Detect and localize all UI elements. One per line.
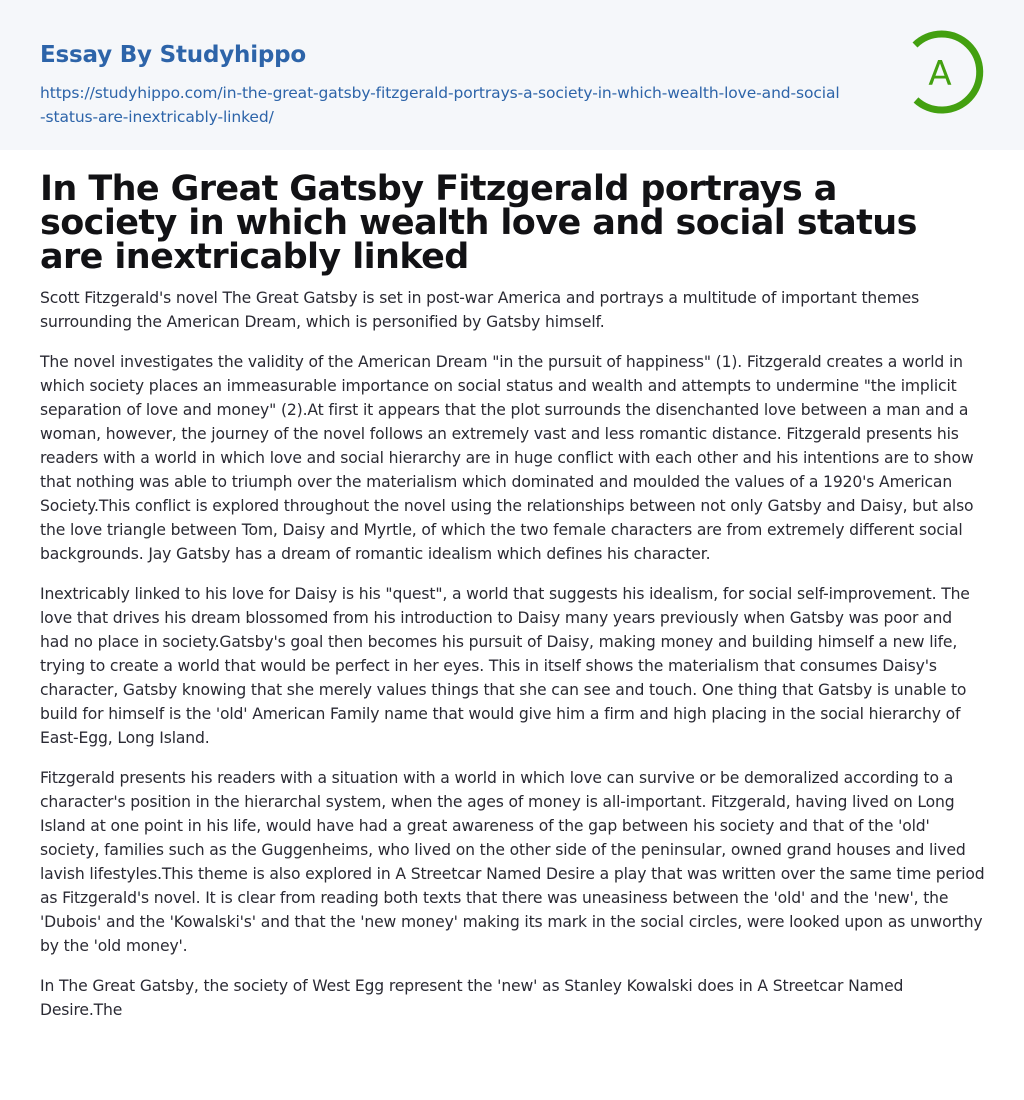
essay-paragraph: Fitzgerald presents his readers with a situation with a world in which love can survive or be demoralized according to a character's position in the hierarchal system, when the ages of money is all-important. Fitzgerald, having lived on Long Island at one point in his life, would have had a great awareness of the gap between his society and that of the 'old' society, families such as the Guggenheims, who lived on the other side of the peninsular, owned grand houses and lived lavish lifestyles.This theme is also explored in A Streetcar Named Desire a play that was written over the same time period as Fitzgerald's novel. It is clear from reading both texts that there was uneasiness between the 'old' and the 'new', the 'Dubois' and the 'Kowalski's' and that the 'new money' making its mark in the social circles, were looked upon as unworthy by the 'old money'. bbox=[40, 769, 985, 955]
studyhippo-logo-icon[interactable] bbox=[904, 28, 988, 116]
logo-letter: A bbox=[928, 54, 952, 94]
page-header bbox=[0, 0, 1024, 150]
essay-title: In The Great Gatsby Fitzgerald portrays a society in which wealth love and social status are inextricably linked bbox=[40, 169, 917, 277]
essay-content bbox=[0, 150, 1024, 1022]
essay-paragraph: The novel investigates the validity of the American Dream "in the pursuit of happiness" (1). Fitzgerald creates a world in which society places an immeasurable importance on social status and wealth and attempts to undermine "the implicit separation of love and money" (2).At first it appears that the plot surrounds the disenchanted love between a man and a woman, however, the journey of the novel follows an extremely vast and less romantic distance. Fitzgerald presents his readers with a world in which love and social hierarchy are in huge conflict with each other and his intentions are to show that nothing was able to triumph over the materialism which dominated and moulded the values of a 1920's American Society.This conflict is explored throughout the novel using the relationships between not only Gatsby and Daisy, but also the love triangle between Tom, Daisy and Myrtle, of which the two female characters are from extremely different social backgrounds. Jay Gatsby has a dream of romantic idealism which defines his character. bbox=[40, 353, 974, 563]
brand-title: Essay By Studyhippo bbox=[40, 42, 307, 68]
essay-paragraph: Scott Fitzgerald's novel The Great Gatsby is set in post-war America and portrays a multitude of important themes surrounding the American Dream, which is personified by Gatsby himself. bbox=[40, 289, 920, 331]
source-url-link[interactable]: https://studyhippo.com/in-the-great-gatsby-fitzgerald-portrays-a-society-in-which-wealth-love-and-social-status-are-inextricably-linked/ bbox=[40, 84, 840, 126]
essay-paragraph: Inextricably linked to his love for Daisy is his "quest", a world that suggests his idealism, for social self-improvement. The love that drives his dream blossomed from his introduction to Daisy many years previously when Gatsby was poor and had no place in society.Gatsby's goal then becomes his pursuit of Daisy, making money and building himself a new life, trying to create a world that would be perfect in her eyes. This in itself shows the materialism that consumes Daisy's character, Gatsby knowing that she merely values things that she can see and touch. One thing that Gatsby is unable to build for himself is the 'old' American Family name that would give him a firm and high placing in the social hierarchy of East-Egg, Long Island. bbox=[40, 585, 970, 747]
essay-paragraph: In The Great Gatsby, the society of West Egg represent the 'new' as Stanley Kowalski does in A Streetcar Named Desire.The bbox=[40, 977, 904, 1019]
